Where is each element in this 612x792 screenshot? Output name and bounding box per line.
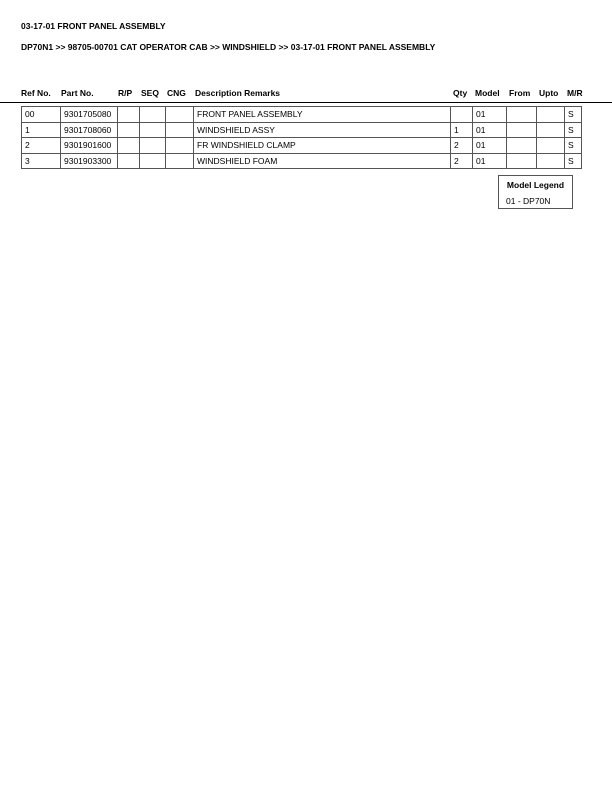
cell-upto <box>537 153 565 169</box>
header-seq: SEQ <box>141 88 159 98</box>
table-row <box>22 153 582 169</box>
cell-from <box>507 122 537 138</box>
cell-from <box>507 138 537 154</box>
cell-rp <box>118 107 140 123</box>
column-header-row <box>0 88 612 100</box>
header-qty: Qty <box>453 88 468 98</box>
cell-model: 01 <box>473 122 507 138</box>
cell-ref-no: 2 <box>22 138 61 154</box>
page-title: 03-17-01 FRONT PANEL ASSEMBLY <box>21 21 166 31</box>
header-mr: M/R <box>567 88 583 98</box>
cell-seq <box>140 138 166 154</box>
cell-rp <box>118 122 140 138</box>
table-row <box>22 138 582 154</box>
model-legend <box>498 175 573 209</box>
cell-part-no: 9301903300 <box>61 153 118 169</box>
cell-qty: 2 <box>451 153 473 169</box>
header-rp: R/P <box>118 88 133 98</box>
cell-seq <box>140 153 166 169</box>
cell-rp <box>118 153 140 169</box>
cell-seq <box>140 122 166 138</box>
cell-ref-no: 00 <box>22 107 61 123</box>
header-description: Description Remarks <box>195 88 281 98</box>
cell-seq <box>140 107 166 123</box>
cell-mr: S <box>565 153 582 169</box>
header-ref-no: Ref No. <box>21 88 51 98</box>
cell-from <box>507 107 537 123</box>
cell-description: FRONT PANEL ASSEMBLY <box>194 107 451 123</box>
breadcrumb: DP70N1 >> 98705-00701 CAT OPERATOR CAB >> WINDSHIELD >> 03-17-01 FRONT PANEL ASSEMBLY <box>21 42 436 52</box>
cell-part-no: 9301705080 <box>61 107 118 123</box>
cell-description: WINDSHIELD FOAM <box>194 153 451 169</box>
cell-model: 01 <box>473 107 507 123</box>
header-part-no: Part No. <box>61 88 94 98</box>
cell-model: 01 <box>473 138 507 154</box>
cell-description: WINDSHIELD ASSY <box>194 122 451 138</box>
parts-table-body <box>22 107 582 169</box>
cell-qty: 1 <box>451 122 473 138</box>
header-model: Model <box>475 88 500 98</box>
cell-upto <box>537 107 565 123</box>
model-legend-title: Model Legend <box>506 180 565 190</box>
cell-ref-no: 3 <box>22 153 61 169</box>
table-row <box>22 107 582 123</box>
cell-model: 01 <box>473 153 507 169</box>
cell-cng <box>166 153 194 169</box>
cell-upto <box>537 138 565 154</box>
cell-mr: S <box>565 138 582 154</box>
header-divider <box>0 102 612 103</box>
model-legend-entry: 01 - DP70N <box>506 196 551 206</box>
cell-mr: S <box>565 122 582 138</box>
cell-qty: 2 <box>451 138 473 154</box>
cell-cng <box>166 138 194 154</box>
table-row <box>22 122 582 138</box>
cell-cng <box>166 122 194 138</box>
header-upto: Upto <box>539 88 559 98</box>
cell-cng <box>166 107 194 123</box>
cell-mr: S <box>565 107 582 123</box>
header-cng: CNG <box>167 88 186 98</box>
cell-description: FR WINDSHIELD CLAMP <box>194 138 451 154</box>
cell-part-no: 9301901600 <box>61 138 118 154</box>
cell-rp <box>118 138 140 154</box>
cell-part-no: 9301708060 <box>61 122 118 138</box>
cell-qty <box>451 107 473 123</box>
cell-ref-no: 1 <box>22 122 61 138</box>
header-from: From <box>509 88 531 98</box>
parts-table <box>21 106 582 169</box>
cell-upto <box>537 122 565 138</box>
cell-from <box>507 153 537 169</box>
